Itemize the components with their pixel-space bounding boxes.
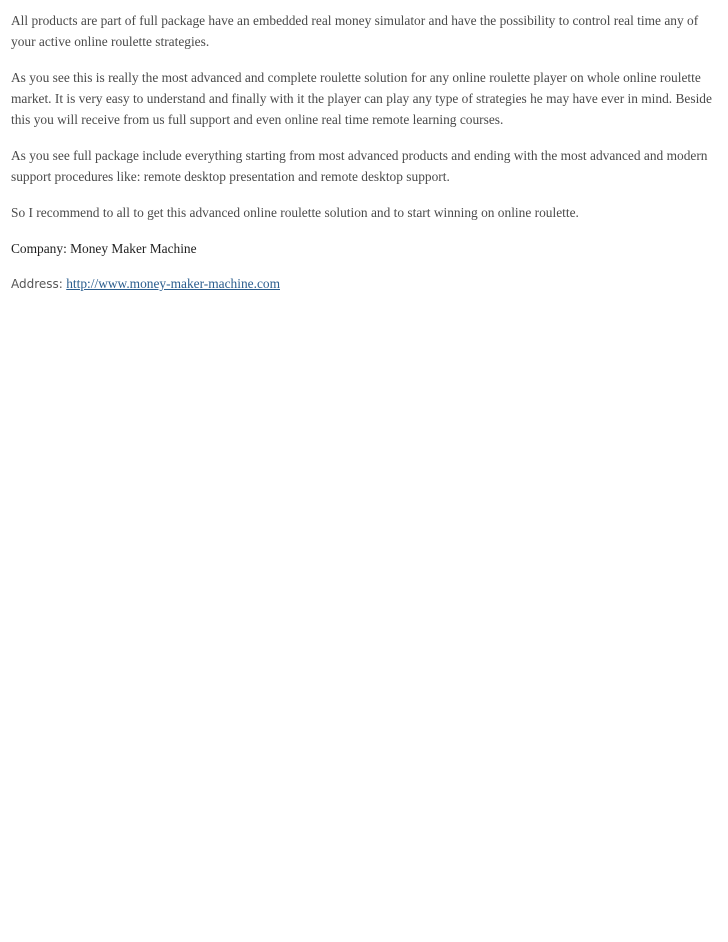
website-link[interactable]: http://www.money-maker-machine.com: [66, 276, 280, 291]
paragraph-recommendation: So I recommend to all to get this advanced online roulette solution and to start winning on online roulette.: [11, 205, 579, 220]
company-line: Company: Money Maker Machine: [11, 241, 197, 256]
address-line: [11, 273, 716, 295]
paragraph-package-simulator: All products are part of full package have an embedded real money simulator and have the possibility to control real time any of your active online roulette strategies.: [11, 13, 699, 49]
paragraph-support-procedures: As you see full package include everything starting from most advanced products and ending with the most advanced and modern support procedures like: remote desktop presentation and remote desktop support.: [11, 148, 708, 184]
address-label: Address:: [11, 277, 63, 291]
paragraph-advanced-solution: As you see this is really the most advanced and complete roulette solution for any online roulette player on whole online roulette market. It is very easy to understand and finally with it the player can play any type of strategies he may have ever in mind. Beside this you will receive from us full support and even online real time remote learning courses.: [11, 70, 712, 127]
